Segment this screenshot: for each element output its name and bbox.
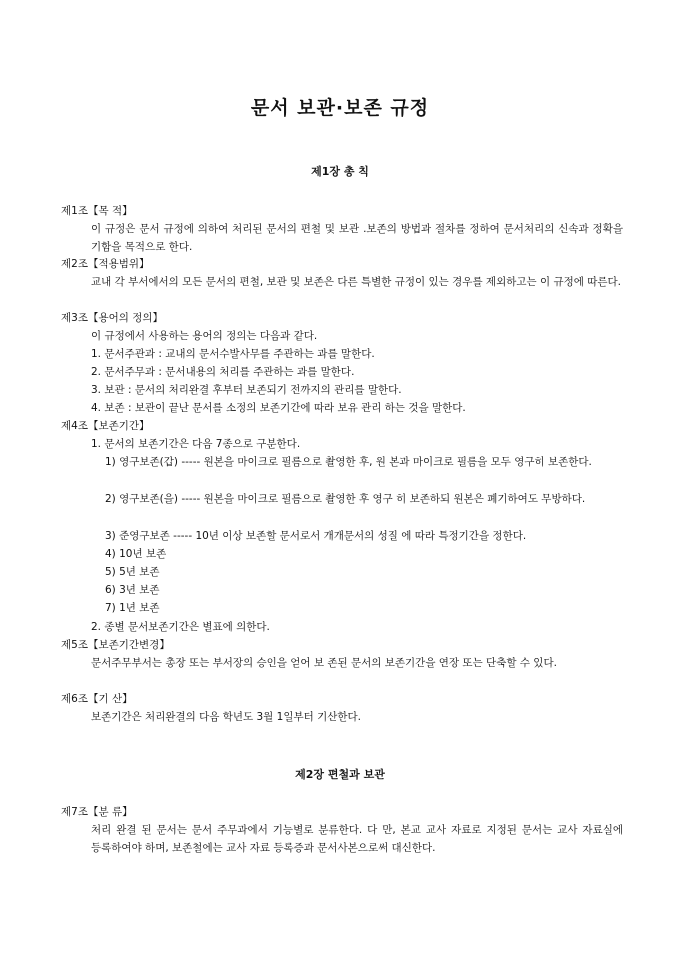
- article-2-body: 교내 각 부서에서의 모든 문서의 편철, 보관 및 보존은 다른 특별한 규정이 있는 경우를 제외하고는 이 규정에 따른다.: [91, 276, 621, 288]
- article-7-body: 처리 완결 된 문서는 문서 주무과에서 기능별로 분류한다. 다 만, 본교 교사 자료로 지정된 문서는 교사 자료실에 등록하여야 하며, 보존철에는 교사 자료 등록증과 문서사본으로써 대신한다.: [91, 824, 623, 854]
- article-3-intro: 이 규정에서 사용하는 용어의 정의는 다음과 같다.: [91, 330, 318, 342]
- article-4-item-2: 2. 종별 문서보존기간은 별표에 의한다.: [91, 621, 270, 633]
- article-4-subitem: 5) 5년 보존: [105, 566, 160, 578]
- article-7-heading: 제7조【분 류】: [61, 806, 133, 818]
- article-3-item: 2. 문서주무과 : 문서내용의 처리를 주관하는 과를 말한다.: [91, 366, 355, 378]
- article-4-item-1: 1. 문서의 보존기간은 다음 7종으로 구분한다.: [91, 438, 301, 450]
- article-5-body: 문서주무부서는 총장 또는 부서장의 승인을 얻어 보 존된 문서의 보존기간을 연장 또는 단축할 수 있다.: [91, 657, 557, 669]
- article-4-heading: 제4조【보존기간】: [61, 420, 150, 432]
- article-6-heading: 제6조【기 산】: [61, 693, 133, 705]
- chapter-2-heading: 제2장 편철과 보관: [295, 768, 385, 781]
- article-1-heading: 제1조【목 적】: [61, 205, 133, 217]
- article-1-body: 이 규정은 문서 규정에 의하여 처리된 문서의 편철 및 보관 .보존의 방법과 절차를 정하여 문서처리의 신속과 정확을 기함을 목적으로 한다.: [91, 223, 623, 253]
- document-title: 문서 보관·보존 규정: [250, 97, 430, 119]
- article-4-subitem: 6) 3년 보존: [105, 584, 160, 596]
- article-4-subitem: 4) 10년 보존: [105, 548, 167, 560]
- chapter-1-heading: 제1장 총 칙: [311, 165, 369, 178]
- article-4-subitem: 1) 영구보존(갑) ----- 원본을 마이크로 필름으로 촬영한 후, 원 본과 마이크로 필름을 모두 영구히 보존한다.: [105, 456, 592, 468]
- article-4-subitem: 2) 영구보존(을) ----- 원본을 마이크로 필름으로 촬영한 후 영구 히 보존하되 원본은 폐기하여도 무방하다.: [105, 493, 586, 505]
- article-6-body: 보존기간은 처리완결의 다음 학년도 3월 1일부터 기산한다.: [91, 711, 362, 723]
- article-3-item: 3. 보관 : 문서의 처리완결 후부터 보존되기 전까지의 관리를 말한다.: [91, 384, 402, 396]
- article-4-subitem: 7) 1년 보존: [105, 602, 160, 614]
- article-2-heading: 제2조【적용범위】: [61, 258, 150, 270]
- article-3-heading: 제3조【용어의 정의】: [61, 312, 164, 324]
- article-3-item: 1. 문서주관과 : 교내의 문서수발사무를 주관하는 과를 말한다.: [91, 348, 375, 360]
- article-5-heading: 제5조【보존기간변경】: [61, 639, 170, 651]
- article-3-item: 4. 보존 : 보관이 끝난 문서를 소정의 보존기간에 따라 보유 관리 하는 것을 말한다.: [91, 402, 466, 414]
- article-4-subitem: 3) 준영구보존 ----- 10년 이상 보존할 문서로서 개개문서의 성질 에 따라 특정기간을 정한다.: [105, 530, 527, 542]
